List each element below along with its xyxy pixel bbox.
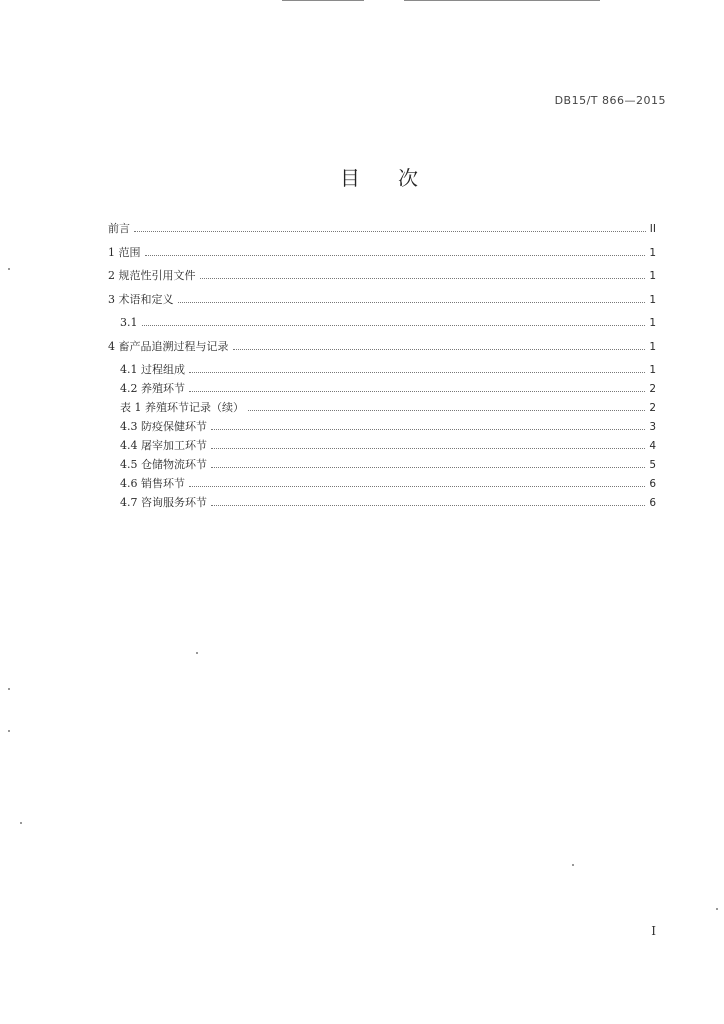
toc-label: 4.4 屠宰加工环节 [120, 439, 207, 452]
toc-page: 5 [649, 459, 656, 471]
standard-code: DB15/T 866—2015 [554, 94, 666, 107]
toc-leader [211, 428, 645, 430]
toc-entry-4-4[interactable] [108, 438, 656, 457]
toc-page: 4 [649, 440, 656, 452]
toc-page: II [649, 223, 656, 235]
toc-leader [142, 324, 646, 326]
scan-speck [572, 864, 574, 866]
toc-label: 2 规范性引用文件 [108, 269, 196, 282]
toc-leader [134, 230, 646, 232]
toc-entry-4-2[interactable] [108, 381, 656, 400]
toc-label: 前言 [108, 222, 130, 235]
toc-entry-terms-definitions[interactable] [108, 292, 656, 316]
toc-page: 1 [649, 340, 656, 353]
toc-label: 4.3 防疫保健环节 [120, 420, 207, 433]
page-number: I [651, 924, 656, 938]
scan-speck [20, 822, 22, 824]
toc-label: 4.5 仓储物流环节 [120, 458, 207, 471]
toc-page: 1 [649, 246, 656, 259]
toc-label: 3.1 [120, 316, 138, 329]
toc-entry-4-6[interactable] [108, 476, 656, 495]
toc-leader [189, 390, 645, 392]
toc-label: 3 术语和定义 [108, 292, 174, 306]
toc-leader [189, 371, 645, 373]
toc-entry-foreword[interactable] [108, 221, 656, 245]
toc-label: 4 畜产品追溯过程与记录 [108, 339, 229, 353]
toc-leader [145, 254, 646, 256]
toc-page: 1 [649, 364, 656, 376]
toc-label: 4.7 咨询服务环节 [120, 496, 207, 509]
toc-entry-table-1[interactable] [108, 400, 656, 419]
toc-label: 4.1 过程组成 [120, 363, 185, 376]
toc-page: 2 [649, 383, 656, 395]
toc-leader [211, 466, 645, 468]
toc-leader [211, 447, 645, 449]
page-title: 目次 [340, 166, 456, 190]
toc-leader [200, 277, 646, 279]
scan-speck [196, 652, 198, 654]
toc-page: 6 [649, 497, 656, 509]
scan-edge-mark [404, 0, 600, 1]
toc-entry-4-7[interactable] [108, 495, 656, 514]
toc-entry-4-5[interactable] [108, 457, 656, 476]
toc-label: 4.2 养殖环节 [120, 382, 185, 395]
toc-page: 1 [649, 317, 656, 329]
toc-entry-4-3[interactable] [108, 419, 656, 438]
scan-speck [8, 688, 10, 690]
toc-label: 4.6 销售环节 [120, 477, 185, 490]
toc-page: 6 [649, 478, 656, 490]
scan-speck [8, 268, 10, 270]
toc-label: 表 1 养殖环节记录（续） [120, 401, 244, 414]
toc-page: 1 [649, 293, 656, 306]
toc-leader [248, 409, 645, 411]
toc-leader [178, 301, 646, 303]
toc-page: 3 [649, 421, 656, 433]
toc-label: 1 范围 [108, 245, 141, 259]
toc-page: 2 [649, 402, 656, 414]
toc-leader [189, 485, 645, 487]
toc-entry-4-1[interactable] [108, 362, 656, 381]
scan-speck [8, 730, 10, 732]
table-of-contents [108, 221, 656, 514]
scan-edge-mark [282, 0, 364, 1]
toc-leader [233, 348, 646, 350]
toc-entry-traceability-process[interactable] [108, 339, 656, 363]
toc-entry-scope[interactable] [108, 245, 656, 269]
toc-entry-normative-references[interactable] [108, 268, 656, 292]
scan-speck [716, 908, 718, 910]
toc-page: 1 [649, 270, 656, 282]
toc-entry-3-1[interactable] [108, 315, 656, 339]
toc-leader [211, 504, 645, 506]
